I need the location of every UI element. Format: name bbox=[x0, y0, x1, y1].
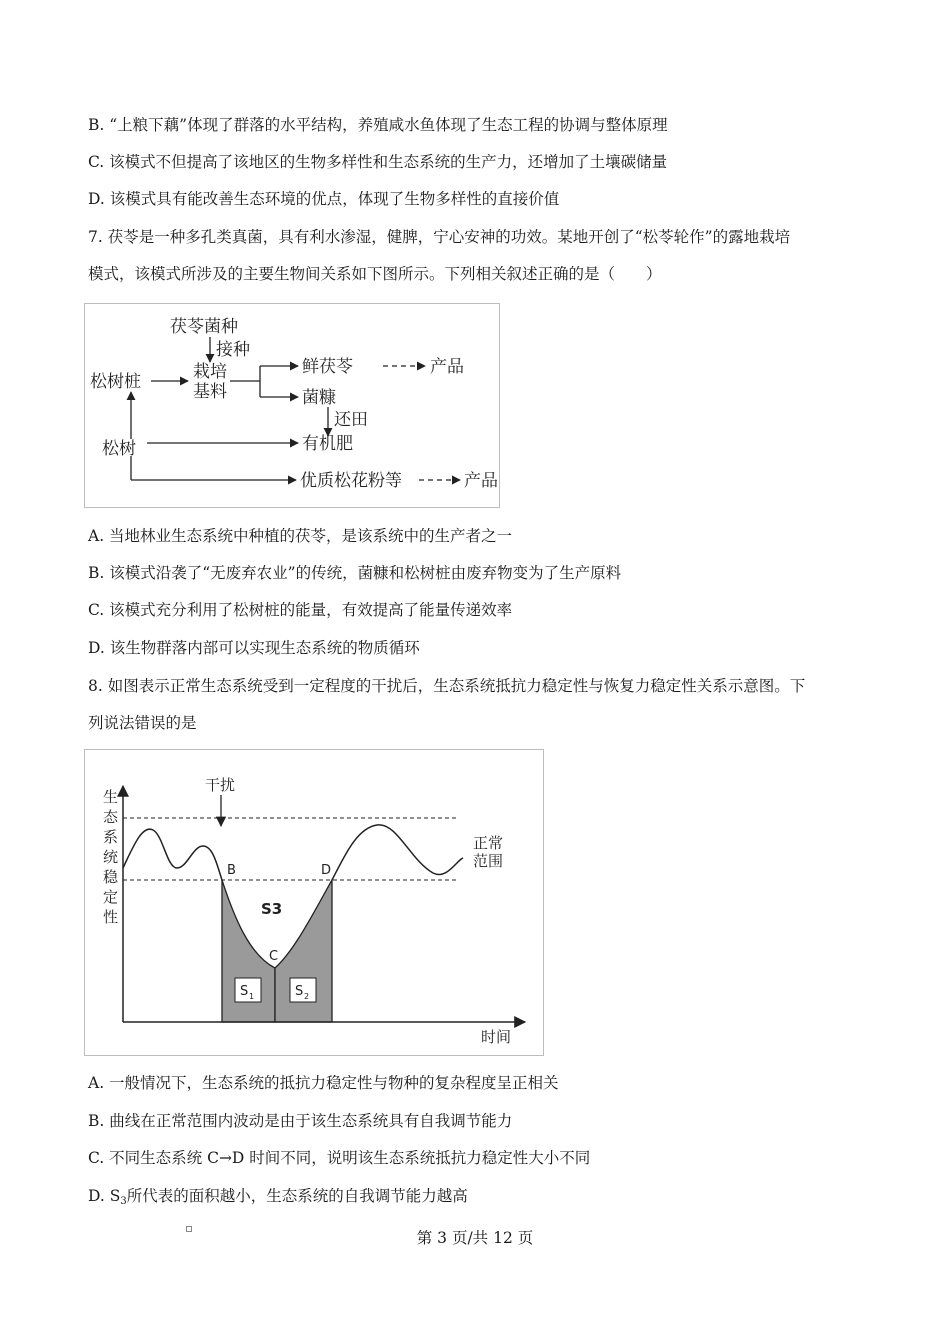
product-label-1: 产品 bbox=[430, 357, 464, 377]
q7-relationship-diagram bbox=[84, 303, 500, 508]
point-b-label: B bbox=[227, 863, 236, 878]
q7-option-b: B. 该模式沿袭了“无废弃农业”的传统，菌糠和松树桩由废弃物变为了生产原料 bbox=[88, 564, 622, 582]
q8-stem-line1: 8. 如图表示正常生态系统受到一定程度的干扰后，生态系统抵抗力稳定性与恢复力稳定性关系示意图。下 bbox=[88, 677, 806, 695]
s2-subscript: 2 bbox=[304, 992, 310, 1001]
culture-label-1: 栽培 bbox=[193, 362, 227, 382]
q7-stem-line2: 模式，该模式所涉及的主要生物间关系如下图所示。下列相关叙述正确的是（ ） bbox=[88, 265, 662, 283]
q8-option-d-prefix: D. S bbox=[88, 1187, 121, 1205]
normal-label-2: 范围 bbox=[473, 852, 504, 870]
q8-stability-graph bbox=[84, 749, 544, 1056]
ylabel-char-3: 系 bbox=[103, 828, 119, 846]
q8-stem-line2: 列说法错误的是 bbox=[88, 714, 197, 732]
page-number: 第 3 页/共 12 页 bbox=[416, 1229, 534, 1247]
stump-label: 松树桩 bbox=[90, 372, 141, 392]
residue-label: 菌糠 bbox=[302, 388, 336, 408]
q8-option-d-text: 所代表的面积越小，生态系统的自我调节能力越高 bbox=[126, 1187, 468, 1205]
q6-option-c: C. 该模式不但提高了该地区的生物多样性和生态系统的生产力，还增加了土壤碳储量 bbox=[88, 153, 668, 171]
ylabel-char-4: 统 bbox=[103, 848, 119, 866]
inoculate-label: 接种 bbox=[216, 340, 250, 360]
s3-label: S3 bbox=[261, 900, 283, 918]
q8-option-c: C. 不同生态系统 C→D 时间不同，说明该生态系统抵抗力稳定性大小不同 bbox=[88, 1149, 591, 1167]
normal-label-1: 正常 bbox=[473, 834, 504, 852]
s1-subscript: 1 bbox=[249, 992, 255, 1001]
fresh-poria-label: 鲜茯苓 bbox=[302, 357, 353, 377]
q7-option-a: A. 当地林业生态系统中种植的茯苓，是该系统中的生产者之一 bbox=[88, 527, 513, 545]
pollen-label: 优质松花粉等 bbox=[300, 471, 402, 491]
q6-option-b: B. “上粮下藕”体现了群落的水平结构，养殖咸水鱼体现了生态工程的协调与整体原理 bbox=[88, 116, 668, 134]
ylabel-char-5: 稳 bbox=[103, 868, 119, 886]
disturb-label: 干扰 bbox=[205, 776, 236, 794]
xlabel: 时间 bbox=[481, 1028, 512, 1046]
seed-label: 茯苓菌种 bbox=[170, 317, 238, 337]
fertilizer-label: 有机肥 bbox=[302, 434, 353, 454]
q7-option-d: D. 该生物群落内部可以实现生态系统的物质循环 bbox=[88, 639, 420, 657]
pine-label: 松树 bbox=[102, 439, 136, 459]
s2-label: S bbox=[295, 984, 304, 999]
s1-label: S bbox=[240, 984, 249, 999]
q8-option-d bbox=[88, 1186, 468, 1212]
return-field-label: 还田 bbox=[334, 410, 368, 430]
ylabel-char-1: 生 bbox=[103, 788, 119, 806]
point-c-label: C bbox=[269, 949, 279, 964]
q8-option-a: A. 一般情况下，生态系统的抵抗力稳定性与物种的复杂程度呈正相关 bbox=[88, 1074, 559, 1092]
product-label-2: 产品 bbox=[464, 471, 498, 491]
ylabel-char-2: 态 bbox=[103, 808, 119, 826]
q7-option-c: C. 该模式充分利用了松树桩的能量，有效提高了能量传递效率 bbox=[88, 601, 513, 619]
point-d-label: D bbox=[321, 863, 332, 878]
q8-option-b: B. 曲线在正常范围内波动是由于该生态系统具有自我调节能力 bbox=[88, 1112, 513, 1130]
q7-stem-line1: 7. 茯苓是一种多孔类真菌，具有利水渗湿，健脾，宁心安神的功效。某地开创了“松苓轮作”的露地栽培 bbox=[88, 228, 791, 246]
q8-option-d-subscript: 3 bbox=[120, 1196, 127, 1207]
ylabel-char-7: 性 bbox=[103, 908, 119, 926]
culture-label-2: 基料 bbox=[193, 382, 227, 402]
q6-option-d: D. 该模式具有能改善生态环境的优点，体现了生物多样性的直接价值 bbox=[88, 190, 560, 208]
ylabel-char-6: 定 bbox=[103, 888, 119, 906]
